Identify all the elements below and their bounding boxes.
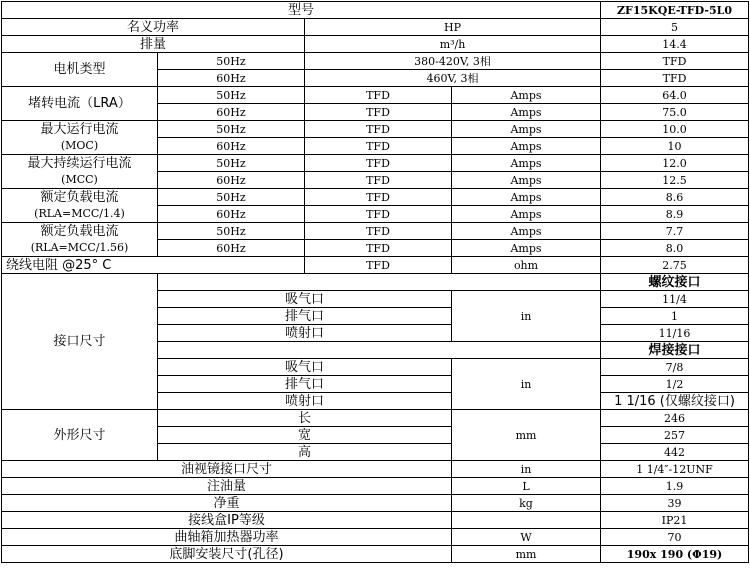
oil-charge-row	[2, 478, 749, 495]
rla156-freq-60: 60Hz	[158, 240, 305, 257]
model-row	[2, 2, 749, 19]
displacement-value: 14.4	[601, 36, 749, 53]
displacement-unit: m³/h	[305, 36, 601, 53]
motor-type-voltage-60: 460V, 3相	[305, 70, 601, 87]
moc-freq-50: 50Hz	[158, 121, 305, 138]
connections-label: 接口尺寸	[2, 274, 158, 410]
rla14-value-60: 8.9	[601, 206, 749, 223]
dim-width-value: 257	[601, 427, 749, 444]
net-weight-unit: kg	[452, 495, 601, 512]
lra-row-50	[2, 87, 749, 104]
lra-value-60: 75.0	[601, 104, 749, 121]
mcc-code-60: TFD	[305, 172, 452, 189]
sight-glass-label: 油视镜接口尺寸	[2, 461, 452, 478]
ip-rating-value: IP21	[601, 512, 749, 529]
dim-length-row	[2, 410, 749, 427]
model-label: 型号	[2, 2, 601, 19]
moc-code-60: TFD	[305, 138, 452, 155]
rla156-label-cell	[2, 223, 158, 257]
lra-value-50: 64.0	[601, 87, 749, 104]
mounting-unit: mm	[452, 546, 601, 563]
motor-type-label: 电机类型	[2, 53, 158, 87]
threaded-spacer	[158, 274, 601, 291]
mcc-label: 最大持续运行电流	[27, 155, 132, 171]
brazed-injection-value: 1 1/16 (仅螺纹接口)	[601, 393, 749, 410]
ip-rating-unit	[452, 512, 601, 529]
brazed-suction-value: 7/8	[601, 359, 749, 376]
motor-type-freq-60: 60Hz	[158, 70, 305, 87]
sight-glass-unit: in	[452, 461, 601, 478]
mcc-sublabel: (MCC)	[61, 172, 98, 186]
mcc-value-50: 12.0	[601, 155, 749, 172]
spec-table	[1, 1, 749, 563]
lra-unit-50: Amps	[452, 87, 601, 104]
capacity-value: 5	[601, 19, 749, 36]
dimensions-label: 外形尺寸	[2, 410, 158, 461]
mcc-value-60: 12.5	[601, 172, 749, 189]
winding-code: TFD	[305, 257, 452, 274]
mounting-row	[2, 546, 749, 563]
winding-unit: ohm	[452, 257, 601, 274]
oil-charge-unit: L	[452, 478, 601, 495]
sight-glass-value: 1 1/4″-12UNF	[601, 461, 749, 478]
moc-value-50: 10.0	[601, 121, 749, 138]
rla156-freq-50: 50Hz	[158, 223, 305, 240]
oil-charge-label: 注油量	[2, 478, 452, 495]
capacity-row	[2, 19, 749, 36]
winding-label: 绕线电阻 @25° C	[2, 257, 305, 274]
lra-unit-60: Amps	[452, 104, 601, 121]
brazed-suction-label: 吸气口	[158, 359, 452, 376]
rla14-label-cell	[2, 189, 158, 223]
threaded-suction-label: 吸气口	[158, 291, 452, 308]
moc-code-50: TFD	[305, 121, 452, 138]
moc-row-50	[2, 121, 749, 138]
moc-sublabel: (MOC)	[60, 138, 99, 152]
lra-code-60: TFD	[305, 104, 452, 121]
ip-rating-row	[2, 512, 749, 529]
rla14-row-50	[2, 189, 749, 206]
oil-charge-value: 1.9	[601, 478, 749, 495]
mcc-unit-50: Amps	[452, 155, 601, 172]
mcc-label-cell	[2, 155, 158, 189]
lra-freq-60: 60Hz	[158, 104, 305, 121]
moc-unit-50: Amps	[452, 121, 601, 138]
rla156-code-50: TFD	[305, 223, 452, 240]
threaded-discharge-value: 1	[601, 308, 749, 325]
moc-unit-60: Amps	[452, 138, 601, 155]
threaded-unit: in	[452, 291, 601, 342]
rla14-freq-50: 50Hz	[158, 189, 305, 206]
threaded-suction-value: 11/4	[601, 291, 749, 308]
heater-value: 70	[601, 529, 749, 546]
lra-label: 堵转电流（LRA）	[2, 87, 158, 121]
capacity-label: 名义功率	[2, 19, 305, 36]
rla14-label: 额定负载电流	[40, 189, 119, 205]
dim-height-label: 高	[158, 444, 452, 461]
motor-type-row-50	[2, 53, 749, 70]
brazed-discharge-value: 1/2	[601, 376, 749, 393]
rla14-unit-60: Amps	[452, 206, 601, 223]
lra-freq-50: 50Hz	[158, 87, 305, 104]
moc-label-cell	[2, 121, 158, 155]
rla156-row-50	[2, 223, 749, 240]
displacement-label: 排量	[2, 36, 305, 53]
moc-label: 最大运行电流	[40, 121, 119, 137]
motor-type-value-60: TFD	[601, 70, 749, 87]
rla14-value-50: 8.6	[601, 189, 749, 206]
heater-unit: W	[452, 529, 601, 546]
mcc-code-50: TFD	[305, 155, 452, 172]
brazed-spacer	[158, 342, 601, 359]
moc-freq-60: 60Hz	[158, 138, 305, 155]
threaded-injection-label: 喷射口	[158, 325, 452, 342]
threaded-title: 螺纹接口	[601, 274, 749, 291]
mounting-label: 底脚安装尺寸(孔径)	[2, 546, 452, 563]
rla14-code-60: TFD	[305, 206, 452, 223]
rla14-sublabel: (RLA=MCC/1.4)	[34, 206, 125, 220]
rla14-code-50: TFD	[305, 189, 452, 206]
motor-type-voltage-50: 380-420V, 3相	[305, 53, 601, 70]
net-weight-value: 39	[601, 495, 749, 512]
spec-sheet	[1, 1, 748, 567]
mcc-unit-60: Amps	[452, 172, 601, 189]
mcc-row-50	[2, 155, 749, 172]
ip-rating-label: 接线盒IP等级	[2, 512, 452, 529]
displacement-row	[2, 36, 749, 53]
dim-length-label: 长	[158, 410, 452, 427]
dim-height-value: 442	[601, 444, 749, 461]
rla156-value-60: 8.0	[601, 240, 749, 257]
winding-row	[2, 257, 749, 274]
mcc-freq-60: 60Hz	[158, 172, 305, 189]
sight-glass-row	[2, 461, 749, 478]
heater-row	[2, 529, 749, 546]
rla156-value-50: 7.7	[601, 223, 749, 240]
dim-width-label: 宽	[158, 427, 452, 444]
rla156-sublabel: (RLA=MCC/1.56)	[30, 240, 129, 254]
brazed-unit: in	[452, 359, 601, 410]
capacity-unit: HP	[305, 19, 601, 36]
winding-value: 2.75	[601, 257, 749, 274]
brazed-title: 焊接接口	[601, 342, 749, 359]
motor-type-value-50: TFD	[601, 53, 749, 70]
threaded-discharge-label: 排气口	[158, 308, 452, 325]
moc-value-60: 10	[601, 138, 749, 155]
mounting-value: 190x 190 (Φ19)	[601, 546, 749, 563]
brazed-discharge-label: 排气口	[158, 376, 452, 393]
dim-length-value: 246	[601, 410, 749, 427]
dimensions-unit: mm	[452, 410, 601, 461]
mcc-freq-50: 50Hz	[158, 155, 305, 172]
motor-type-freq-50: 50Hz	[158, 53, 305, 70]
threaded-injection-value: 11/16	[601, 325, 749, 342]
rla156-label: 额定负载电流	[40, 223, 119, 239]
rla156-unit-60: Amps	[452, 240, 601, 257]
net-weight-row	[2, 495, 749, 512]
model-value: ZF15KQE-TFD-5L0	[601, 2, 749, 19]
heater-label: 曲轴箱加热器功率	[2, 529, 452, 546]
rla14-freq-60: 60Hz	[158, 206, 305, 223]
net-weight-label: 净重	[2, 495, 452, 512]
rla156-unit-50: Amps	[452, 223, 601, 240]
rla14-unit-50: Amps	[452, 189, 601, 206]
rla156-code-60: TFD	[305, 240, 452, 257]
lra-code-50: TFD	[305, 87, 452, 104]
threaded-title-row	[2, 274, 749, 291]
brazed-injection-label: 喷射口	[158, 393, 452, 410]
